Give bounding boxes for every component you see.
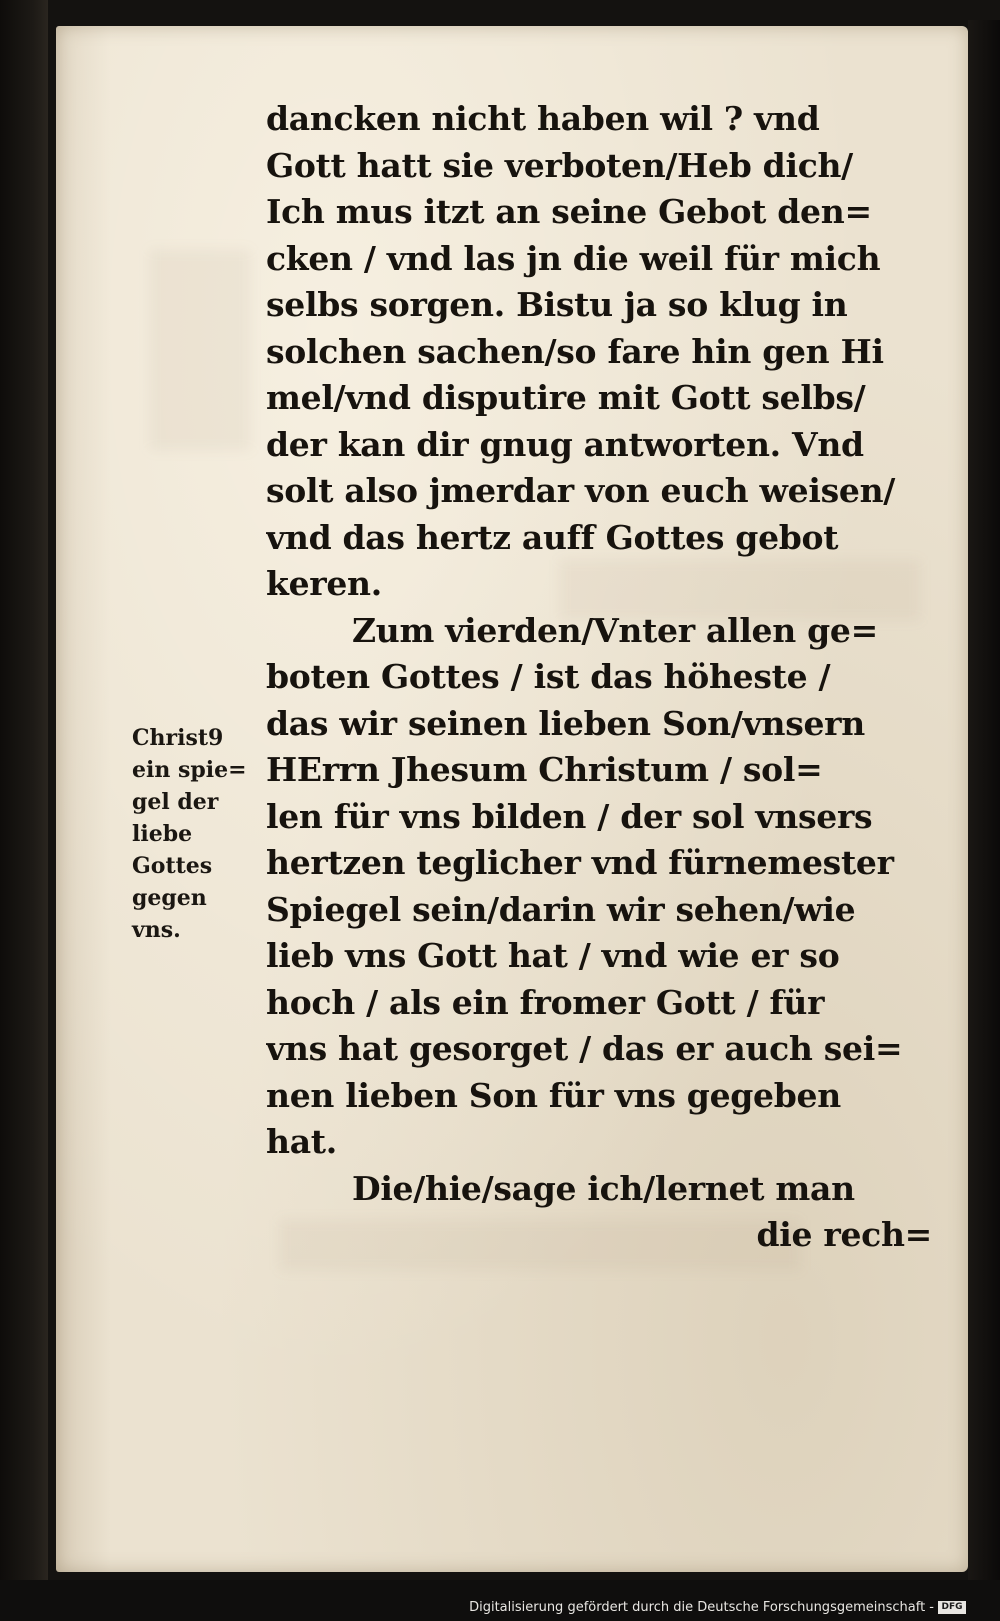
text-line: das wir seinen lieben Son/vnsern: [266, 703, 865, 743]
text-line: solchen sachen/so fare hin gen Hi: [266, 331, 884, 371]
text-line: hat.: [266, 1122, 337, 1161]
text-line: vns hat gesorget / das er auch sei=: [266, 1029, 903, 1068]
margin-note-line: liebe: [132, 821, 193, 847]
book-right-edge: [968, 20, 1000, 1580]
book-spine-edge: [0, 0, 48, 1580]
text-line: solt also jmerdar von euch weisen/: [266, 471, 896, 510]
paragraph-start-line: Zum vierden/Vnter allen ge=: [352, 610, 878, 650]
text-line: nen lieben Son für vns gegeben: [266, 1075, 841, 1115]
margin-note-line: gel der: [132, 789, 219, 815]
main-text-block: [266, 96, 938, 1259]
text-line: lieb vns Gott hat / vnd wie er so: [266, 936, 840, 975]
text-line: Ich mus itzt an seine Gebot den=: [266, 192, 872, 231]
margin-note-line: ein spie=: [132, 757, 247, 783]
margin-note-line: Christ9: [132, 725, 224, 751]
text-line: Gott hatt sie verboten/Heb dich/: [266, 145, 853, 185]
text-line: HErrn Jhesum Christum / sol=: [266, 750, 823, 789]
text-line: vnd das hertz auff Gottes gebot: [266, 517, 839, 557]
margin-note-line: gegen: [132, 885, 207, 911]
dfg-logo: DFG: [938, 1601, 966, 1614]
text-line: der kan dir gnug antworten. Vnd: [266, 424, 864, 464]
text-line: hertzen teglicher vnd fürnemester: [266, 843, 894, 882]
margin-note-line: vns.: [132, 917, 181, 943]
text-line: dancken nicht haben wil ? vnd: [266, 99, 820, 138]
text-line: cken / vnd las jn die weil für mich: [266, 238, 881, 278]
text-line: boten Gottes / ist das höheste /: [266, 657, 831, 696]
text-line: selbs sorgen. Bistu ja so klug in: [266, 285, 848, 324]
catchword-line: die rech=: [756, 1215, 932, 1254]
marginal-note: [132, 722, 262, 946]
text-line: hoch / als ein fromer Gott / für: [266, 982, 825, 1022]
margin-note-line: Gottes: [132, 853, 213, 879]
text-line: mel/vnd disputire mit Gott selbs/: [266, 378, 866, 417]
text-line: Spiegel sein/darin wir sehen/wie: [266, 889, 856, 929]
text-line: len für vns bilden / der sol vnsers: [266, 796, 873, 836]
digitization-credit: Digitalisierung gefördert durch die Deutsche Forschungsgemeinschaft -: [469, 1600, 934, 1615]
text-line: keren.: [266, 564, 382, 603]
show-through-shadow: [150, 250, 250, 450]
paragraph-start-line: Die/hie/sage ich/lernet man: [352, 1168, 855, 1208]
